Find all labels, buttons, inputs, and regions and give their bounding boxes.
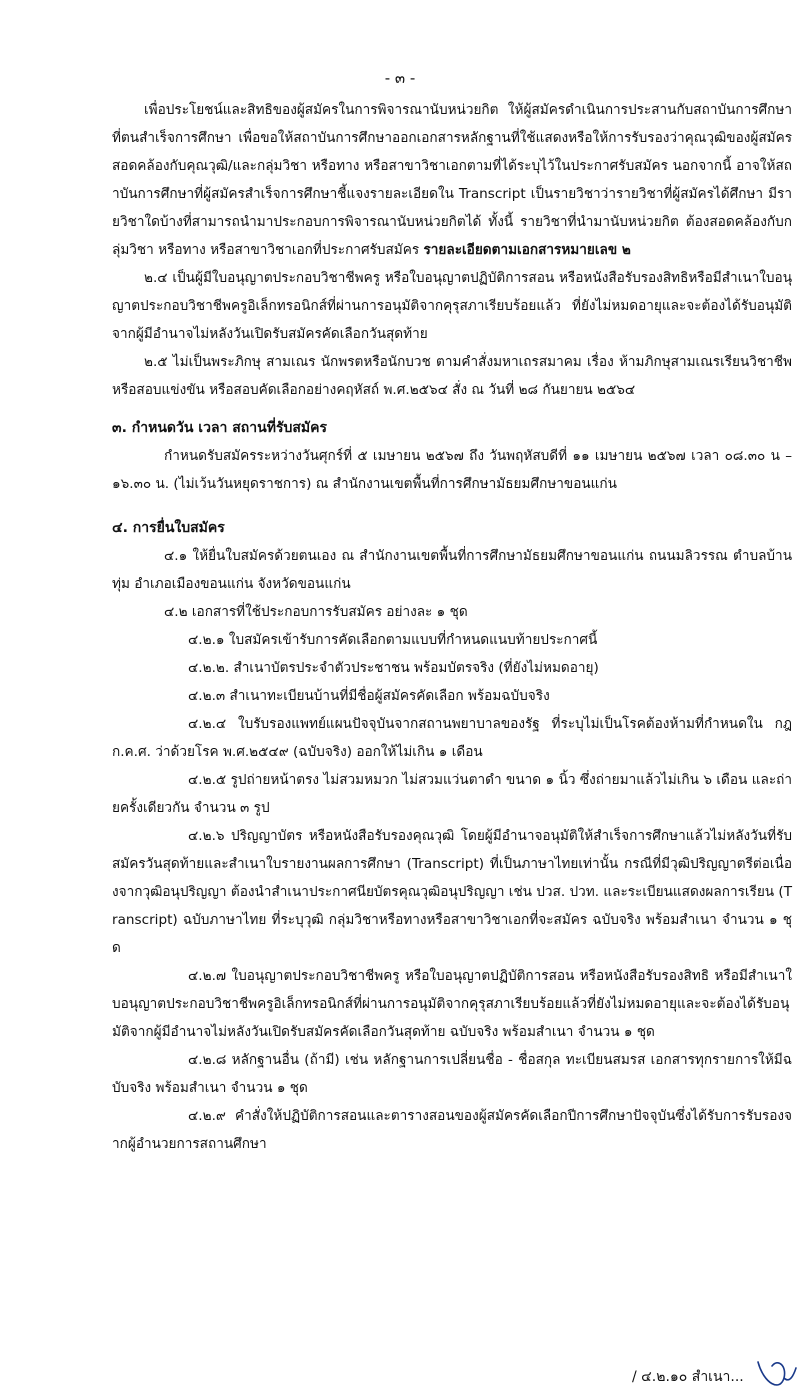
- document-body: [112, 96, 792, 1158]
- item-4-2-9: ๔.๒.๙ คำสั่งให้ปฏิบัติการสอนและตารางสอนของผู้สมัครคัดเลือกปีการศึกษาปัจจุบันซึ่งได้รับการรับรองจากผู้อำนวยการสถานศึกษา: [112, 1108, 792, 1152]
- page-number: - ๓ -: [384, 69, 416, 87]
- intro-text: เพื่อประโยชน์และสิทธิของผู้สมัครในการพิจารณานับหน่วยกิต ให้ผู้สมัครดำเนินการประสานกับสถาบันการศึกษาที่ตนสำเร็จการศึกษา เพื่อขอให้สถาบันการศึกษาออกเอกสารหลักฐานที่ใช้แสดงหรือให้การรับรองว่าคุณวุฒิของผู้สมัครสอดคล้องกับคุณวุฒิ/และกลุ่มวิชา หรือทาง หรือสาขาวิชาเอกตามที่ได้ระบุไว้ในประกาศรับสมัคร นอกจากนี้ อาจให้สถาบันการศึกษาที่ผู้สมัครสำเร็จการศึกษาชี้แจงรายละเอียดใน Transcript เป็นรายวิชาว่ารายวิชาที่ผู้สมัครได้ศึกษา มีรายวิชาใดบ้างที่สามารถนำมาประกอบการพิจารณานับหน่วยกิตได้ ทั้งนี้ รายวิชาที่นำมานับหน่วยกิต ต้องสอดคล้องกับกลุ่มวิชา หรือทาง หรือสาขาวิชาเอกที่ประกาศรับสมัคร: [112, 102, 792, 258]
- item-2-4: ๒.๔ เป็นผู้มีใบอนุญาตประกอบวิชาชีพครู หรือใบอนุญาตปฏิบัติการสอน หรือหนังสือรับรองสิทธิหรือมีสำเนาใบอนุญาตประกอบวิชาชีพครูอิเล็กทรอนิกส์ที่ผ่านการอนุมัติจากคุรุสภาเรียบร้อยแล้ว ที่ยังไม่หมดอายุและจะต้องได้รับอนุมัติจากผู้มีอำนาจไม่หลังวันเปิดรับสมัครคัดเลือกวันสุดท้าย: [112, 270, 792, 342]
- item-2-5: ๒.๕ ไม่เป็นพระภิกษุ สามเณร นักพรตหรือนักบวช ตามคำสั่งมหาเถรสมาคม เรื่อง ห้ามภิกษุสามเณรเรียนวิชาชีพหรือสอบแข่งขัน หรือสอบคัดเลือกอย่างคฤหัสถ์ พ.ศ.๒๕๖๔ สั่ง ณ วันที่ ๒๘ กันยายน ๒๕๖๔: [112, 354, 792, 398]
- intro-bold-reference: รายละเอียดตามเอกสารหมายเลข ๒: [423, 242, 631, 258]
- item-4-2-7: ๔.๒.๗ ใบอนุญาตประกอบวิชาชีพครู หรือใบอนุญาตปฏิบัติการสอน หรือหนังสือรับรองสิทธิ หรือมีสำเนาใบอนุญาตประกอบวิชาชีพครูอิเล็กทรอนิกส์ที่ผ่านการอนุมัติจากคุรุสภาเรียบร้อยแล้วที่ยังไม่หมดอายุและจะต้องได้รับอนุมัติจากผู้มีอำนาจไม่หลังวันเปิดรับสมัครคัดเลือกวันสุดท้าย ฉบับจริง พร้อมสำเนา จำนวน ๑ ชุด: [112, 968, 792, 1040]
- item-4-2-3: ๔.๒.๓ สำเนาทะเบียนบ้านที่มีชื่อผู้สมัครคัดเลือก พร้อมฉบับจริง: [188, 688, 550, 704]
- item-4-2-4: ๔.๒.๔ ใบรับรองแพทย์แผนปัจจุบันจากสถานพยาบาลของรัฐ ที่ระบุไม่เป็นโรคต้องห้ามที่กำหนดใน กฎ ก.ค.ศ. ว่าด้วยโรค พ.ศ.๒๕๔๙ (ฉบับจริง) ออกให้ไม่เกิน ๑ เดือน: [112, 716, 792, 760]
- section-3-heading: ๓. กำหนดวัน เวลา สถานที่รับสมัคร: [112, 420, 328, 436]
- item-4-2-2: ๔.๒.๒. สำเนาบัตรประจำตัวประชาชน พร้อมบัตรจริง (ที่ยังไม่หมดอายุ): [188, 660, 599, 676]
- section-4-heading: ๔. การยื่นใบสมัคร: [112, 520, 225, 536]
- section-3-text: กำหนดรับสมัครระหว่างวันศุกร์ที่ ๕ เมษายน ๒๕๖๗ ถึง วันพฤหัสบดีที่ ๑๑ เมษายน ๒๕๖๗ เวลา ๐๘.๓๐ น – ๑๖.๓๐ น. (ไม่เว้นวันหยุดราชการ) ณ สำนักงานเขตพื้นที่การศึกษามัธยมศึกษาขอนแก่น: [112, 448, 792, 492]
- handwritten-mark: [754, 1344, 798, 1396]
- item-4-2-8: ๔.๒.๘ หลักฐานอื่น (ถ้ามี) เช่น หลักฐานการเปลี่ยนชื่อ - ชื่อสกุล ทะเบียนสมรส เอกสารทุกรายการให้มีฉบับจริง พร้อมสำเนา จำนวน ๑ ชุด: [112, 1052, 792, 1096]
- item-4-2: ๔.๒ เอกสารที่ใช้ประกอบการรับสมัคร อย่างละ ๑ ชุด: [164, 604, 468, 620]
- continuation-footer: / ๔.๒.๑๐ สำเนา...: [632, 1369, 744, 1385]
- item-4-2-1: ๔.๒.๑ ใบสมัครเข้ารับการคัดเลือกตามแบบที่กำหนดแนบท้ายประกาศนี้: [188, 632, 598, 648]
- item-4-1: ๔.๑ ให้ยื่นใบสมัครด้วยตนเอง ณ สำนักงานเขตพื้นที่การศึกษามัธยมศึกษาขอนแก่น ถนนมลิวรรณ ตำบลบ้านทุ่ม อำเภอเมืองขอนแก่น จังหวัดขอนแก่น: [112, 548, 792, 592]
- item-4-2-5: ๔.๒.๕ รูปถ่ายหน้าตรง ไม่สวมหมวก ไม่สวมแว่นตาดำ ขนาด ๑ นิ้ว ซึ่งถ่ายมาแล้วไม่เกิน ๖ เดือน และถ่ายครั้งเดียวกัน จำนวน ๓ รูป: [112, 772, 792, 816]
- item-4-2-6: ๔.๒.๖ ปริญญาบัตร หรือหนังสือรับรองคุณวุฒิ โดยผู้มีอำนาจอนุมัติให้สำเร็จการศึกษาแล้วไม่หลังวันที่รับสมัครวันสุดท้ายและสำเนาใบรายงานผลการศึกษา (Transcript) ที่เป็นภาษาไทยเท่านั้น กรณีที่มีวุฒิปริญญาตรีต่อเนื่องจากวุฒิอนุปริญญา ต้องนำสำเนาประกาศนียบัตรคุณวุฒิอนุปริญญา เช่น ปวส. ปวท. และระเบียนแสดงผลการเรียน (Transcript) ฉบับภาษาไทย ที่ระบุวุฒิ กลุ่มวิชาหรือทางหรือสาขาวิชาเอกที่จะสมัคร ฉบับจริง พร้อมสำเนา จำนวน ๑ ชุด: [112, 828, 793, 956]
- intro-paragraph: [112, 96, 792, 264]
